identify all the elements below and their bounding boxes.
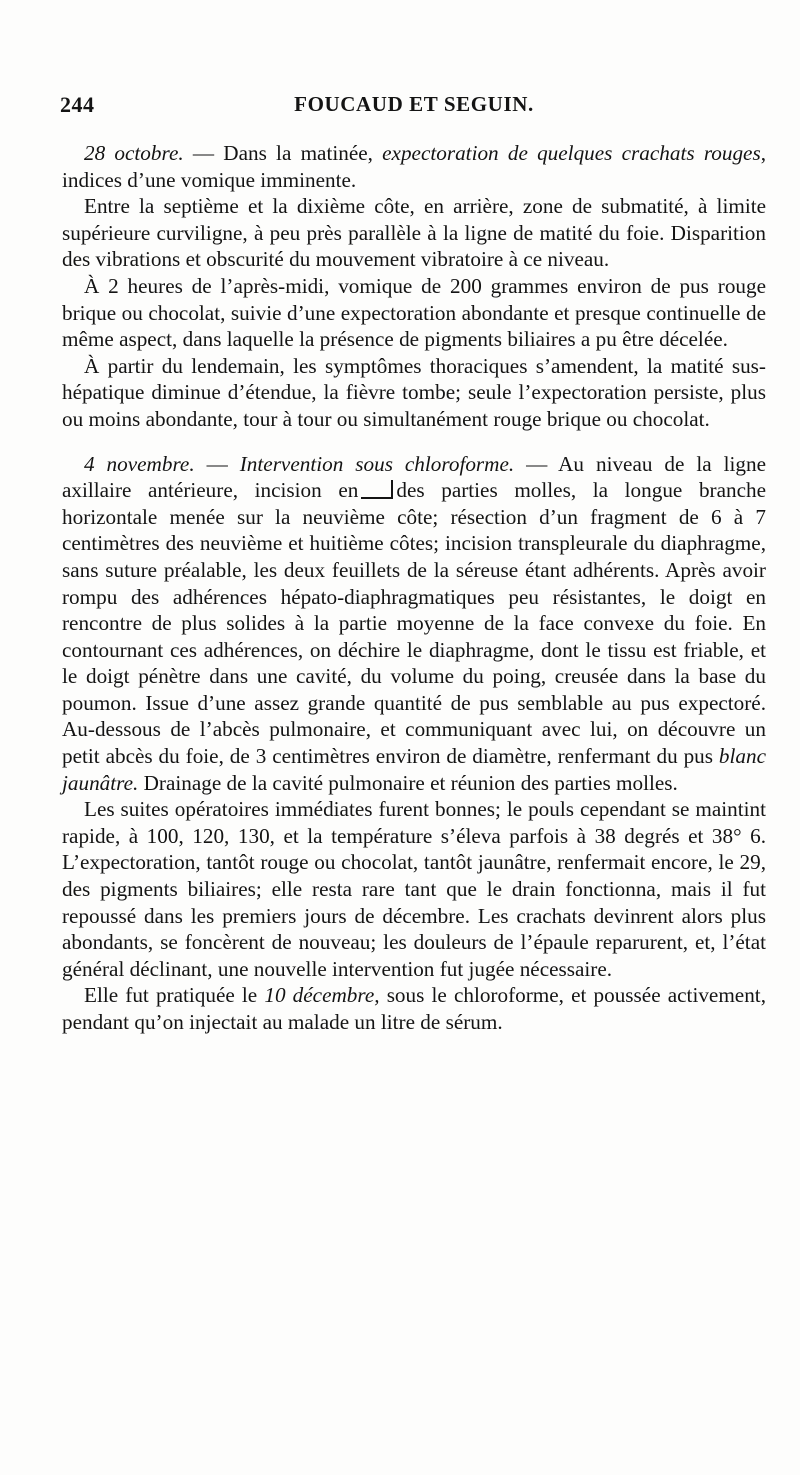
italic-text: Intervention sous chloroforme. <box>239 451 515 476</box>
body-text <box>62 140 766 1036</box>
page-header <box>60 92 768 122</box>
page-number: 244 <box>60 92 95 117</box>
text-run: sous le chloroforme, et poussée activement, pendant qu’on injectait au malade un litre de sérum. <box>62 983 766 1034</box>
paragraph <box>62 353 766 433</box>
text-run: — <box>194 451 240 476</box>
text-run: Entre la septième et la dixième côte, en arrière, zone de submatité, à limite supérieure curviligne, à peu près parallèle à la ligne de matité du foie. Disparition des vibrations et obscurité du mouvement vibratoire à ce niveau. <box>62 194 766 272</box>
paragraph <box>62 451 766 797</box>
text-run: À 2 heures de l’après-midi, vomique de 200 grammes environ de pus rouge brique ou chocolat, suivie d’une expectoration abondante et presque continuelle de même aspect, dans laquelle la présence de pigments biliaires a pu être décelée. <box>62 273 766 352</box>
paragraph <box>62 982 766 1035</box>
text-run: Elle fut pratiquée le <box>84 983 265 1008</box>
text-run: des parties molles, la longue branche horizontale menée sur la neuvième côte; résection d’un fragment de 6 à 7 centimètres des neuvième et huitième côtes; incision transpleurale du diaphragme, sans suture préalable, les deux feuillets de la séreuse étant adhérents. Après avoir rompu des adhérences hépato-diaphragmatiques peu résistantes, le doigt en rencontre de plus solides à la partie moyenne de la face convexe du foie. En contournant ces adhérences, on déchire le diaphragme, dont le tissu est friable, et le doigt pénètre dans une cavité, du volume du poing, creusée dans la base du poumon. Issue d’une assez grande quantité de pus semblable au pus expectoré. Au-dessous de l’abcès pulmonaire, et communiquant avec lui, on découvre un petit abcès du foie, de 3 centimètres environ de diamètre, renfermant du pus <box>62 478 766 769</box>
paragraph <box>62 796 766 982</box>
paragraph <box>62 140 766 193</box>
incision-shape-icon <box>361 480 393 499</box>
text-run: Drainage de la cavité pulmonaire et réunion des parties molles. <box>138 770 678 795</box>
italic-text: expectoration de quelques crachats rouges <box>382 141 761 165</box>
text-run: — Dans la matinée, <box>183 141 383 165</box>
italic-text: 10 décembre, <box>264 983 380 1008</box>
italic-text: blanc jaunâtre. <box>62 744 766 795</box>
text-run: À partir du lendemain, les symptômes thoraciques s’amendent, la matité sus-hépatique diminue d’étendue, la fièvre tombe; seule l’expectoration persiste, plus ou moins abondante, tour à tour ou simultanément rouge brique ou chocolat. <box>62 353 766 431</box>
paragraph <box>62 273 766 353</box>
running-title: FOUCAUD ET SEGUIN. <box>294 92 534 116</box>
text-run: — Au niveau de la ligne axillaire antérieure, incision en <box>62 451 767 503</box>
italic-text: 28 octobre. <box>84 141 184 165</box>
italic-text: 4 novembre. <box>84 451 195 476</box>
text-run: Les suites opératoires immédiates furent bonnes; le pouls cependant se maintint rapide, à 100, 120, 130, et la température s’éleva parfois à 38 degrés et 38° 6. L’expectoration, tantôt rouge ou chocolat, tantôt jaunâtre, renfermait encore, le 29, des pigments biliaires; elle resta rare tant que le drain fonctionna, mais il fut repoussé dans les premiers jours de décembre. Les crachats devinrent alors plus abondants, se foncèrent de nouveau; les douleurs de l’épaule reparurent, et, l’état général déclinant, une nouvelle intervention fut jugée nécessaire. <box>62 797 766 981</box>
text-run: , indices d’une vomique imminente. <box>62 141 766 192</box>
paragraph <box>62 193 766 273</box>
